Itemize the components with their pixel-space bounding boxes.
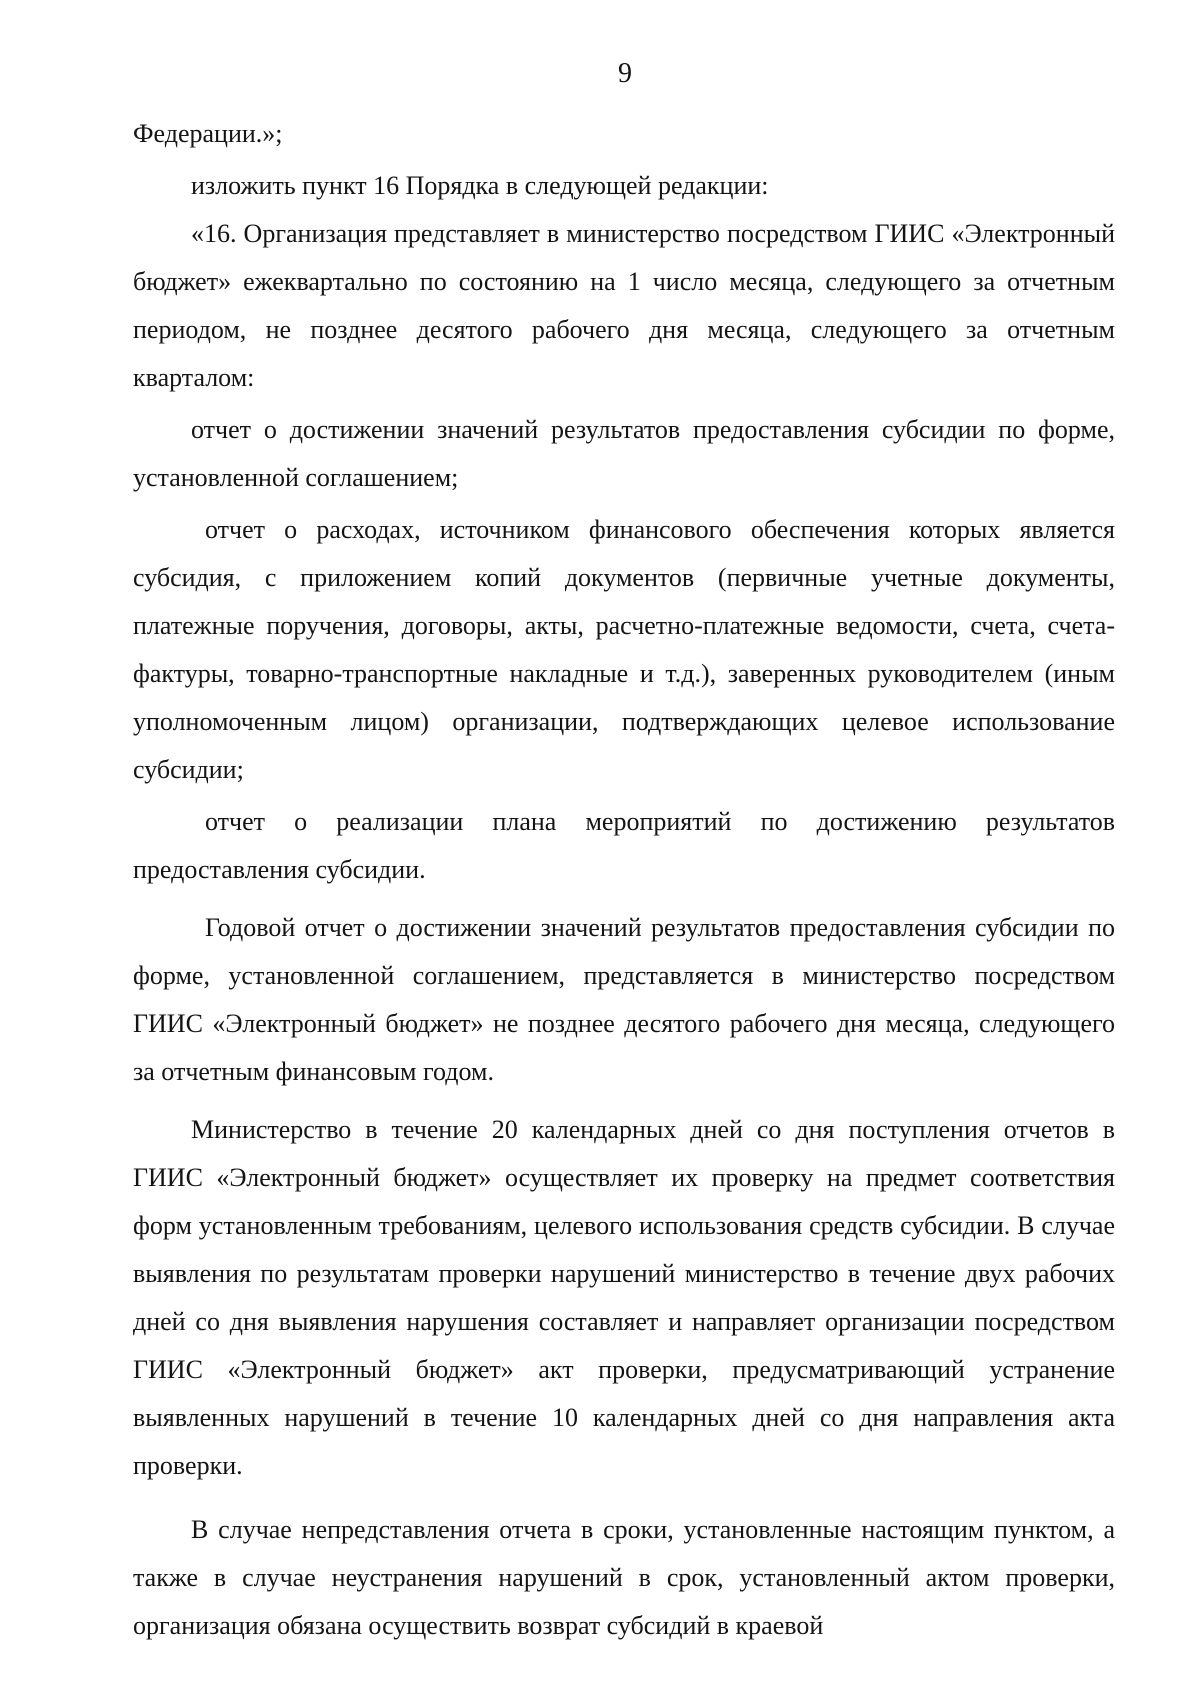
paragraph-plan-report: отчет о реализации плана мероприятий по достижению результатов предоставления субсидии. [133,807,1115,884]
paragraph-amendment-instruction: изложить пункт 16 Порядка в следующей редакции: [191,171,769,200]
paragraph-clause-16: «16. Организация представляет в министерство посредством ГИИС «Электронный бюджет» ежеквартально по состоянию на 1 число месяца, следующего за отчетным периодом, не позднее десятого рабочего дня месяца, следующего за отчетным кварталом: [133,219,1115,392]
page-number: 9 [618,58,632,89]
paragraph-annual-report: Годовой отчет о достижении значений результатов предоставления субсидии по форме, установленной соглашением, представляется в министерство посредством ГИИС «Электронный бюджет» не позднее десятого рабочего дня месяца, следующего за отчетным финансовым годом. [133,913,1115,1086]
paragraph-expenses-report: отчет о расходах, источником финансового обеспечения которых является субсидия, с приложением копий документов (первичные учетные документы, платежные поручения, договоры, акты, расчетно-платежные ведомости, счета, счета-фактуры, товарно-транспортные накладные и т.д.), заверенных руководителем (иным уполномоченным лицом) организации, подтверждающих целевое использование субсидии; [133,515,1115,784]
paragraph-refund-obligation: В случае непредставления отчета в сроки, установленные настоящим пунктом, а также в случае неустранения нарушений в срок, установленный актом проверки, организация обязана осуществить возврат субсидий в краевой [133,1515,1115,1640]
paragraph-ministry-review: Министерство в течение 20 календарных дней со дня поступления отчетов в ГИИС «Электронный бюджет» осуществляет их проверку на предмет соответствия форм установленным требованиям, целевого использования средств субсидии. В случае выявления по результатам проверки нарушений министерство в течение двух рабочих дней со дня выявления нарушения составляет и направляет организации посредством ГИИС «Электронный бюджет» акт проверки, предусматривающий устранение выявленных нарушений в течение 10 календарных дней со дня направления акта проверки. [133,1115,1115,1480]
document-body [133,110,1115,1650]
paragraph-continuation: Федерации.»; [133,119,283,148]
paragraph-results-report: отчет о достижении значений результатов предоставления субсидии по форме, установленной соглашением; [133,415,1115,492]
